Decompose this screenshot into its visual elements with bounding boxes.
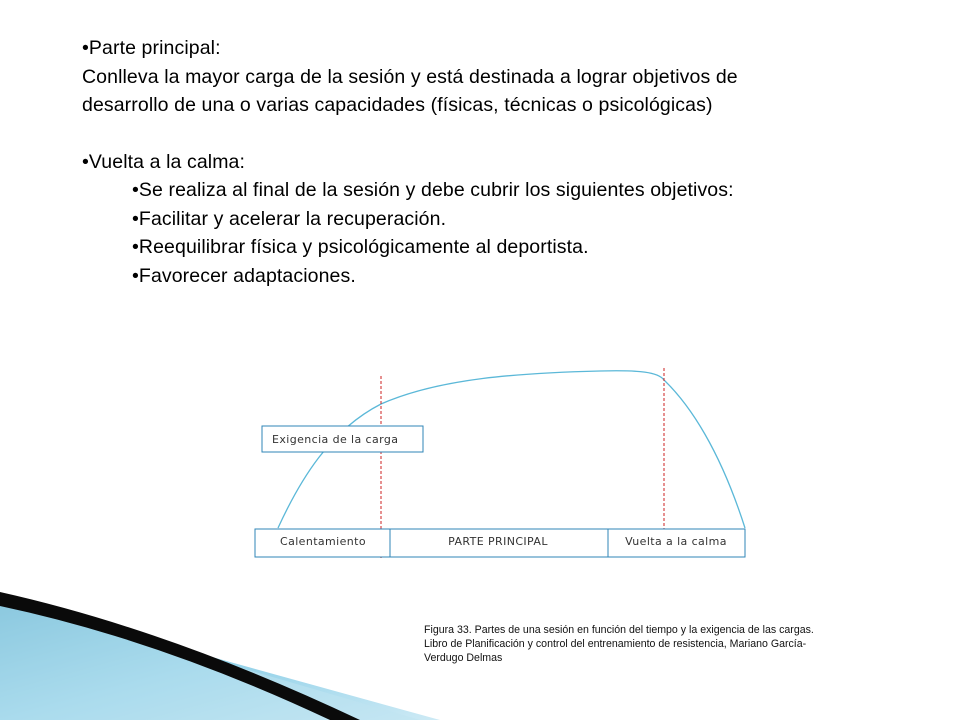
calma-item: •Favorecer adaptaciones. — [132, 264, 356, 287]
calma-item: •Reequilibrar física y psicológicamente al deportista. — [132, 236, 589, 258]
principal-line-1: Conlleva la mayor carga de la sesión y está destinada a lograr objetivos de — [82, 65, 738, 88]
load-label: Exigencia de la carga — [272, 433, 399, 446]
figure-caption — [424, 623, 924, 665]
caption-line-3: Verdugo Delmas — [424, 652, 503, 664]
phase-calentamiento: Calentamiento — [279, 535, 367, 548]
phase-parte-principal: PARTE PRINCIPAL — [448, 535, 548, 548]
phase-bar — [255, 529, 745, 557]
caption-line-1: Figura 33. Partes de una sesión en función del tiempo y la exigencia de las cargas. — [424, 624, 814, 636]
caption-line-2: Libro de Planificación y control del entrenamiento de resistencia, Mariano García- — [424, 638, 807, 650]
calma-item: •Se realiza al final de la sesión y debe cubrir los siguientes objetivos: — [132, 179, 734, 201]
principal-line-2: desarrollo de una o varias capacidades (físicas, técnicas o psicológicas) — [82, 94, 713, 116]
principal-heading: •Parte principal: — [82, 37, 221, 59]
calma-item: •Facilitar y acelerar la recuperación. — [132, 207, 447, 230]
load-label-box — [262, 426, 423, 452]
calma-heading: •Vuelta a la calma: — [82, 150, 246, 173]
phase-vuelta-calma: Vuelta a la calma — [625, 535, 727, 548]
